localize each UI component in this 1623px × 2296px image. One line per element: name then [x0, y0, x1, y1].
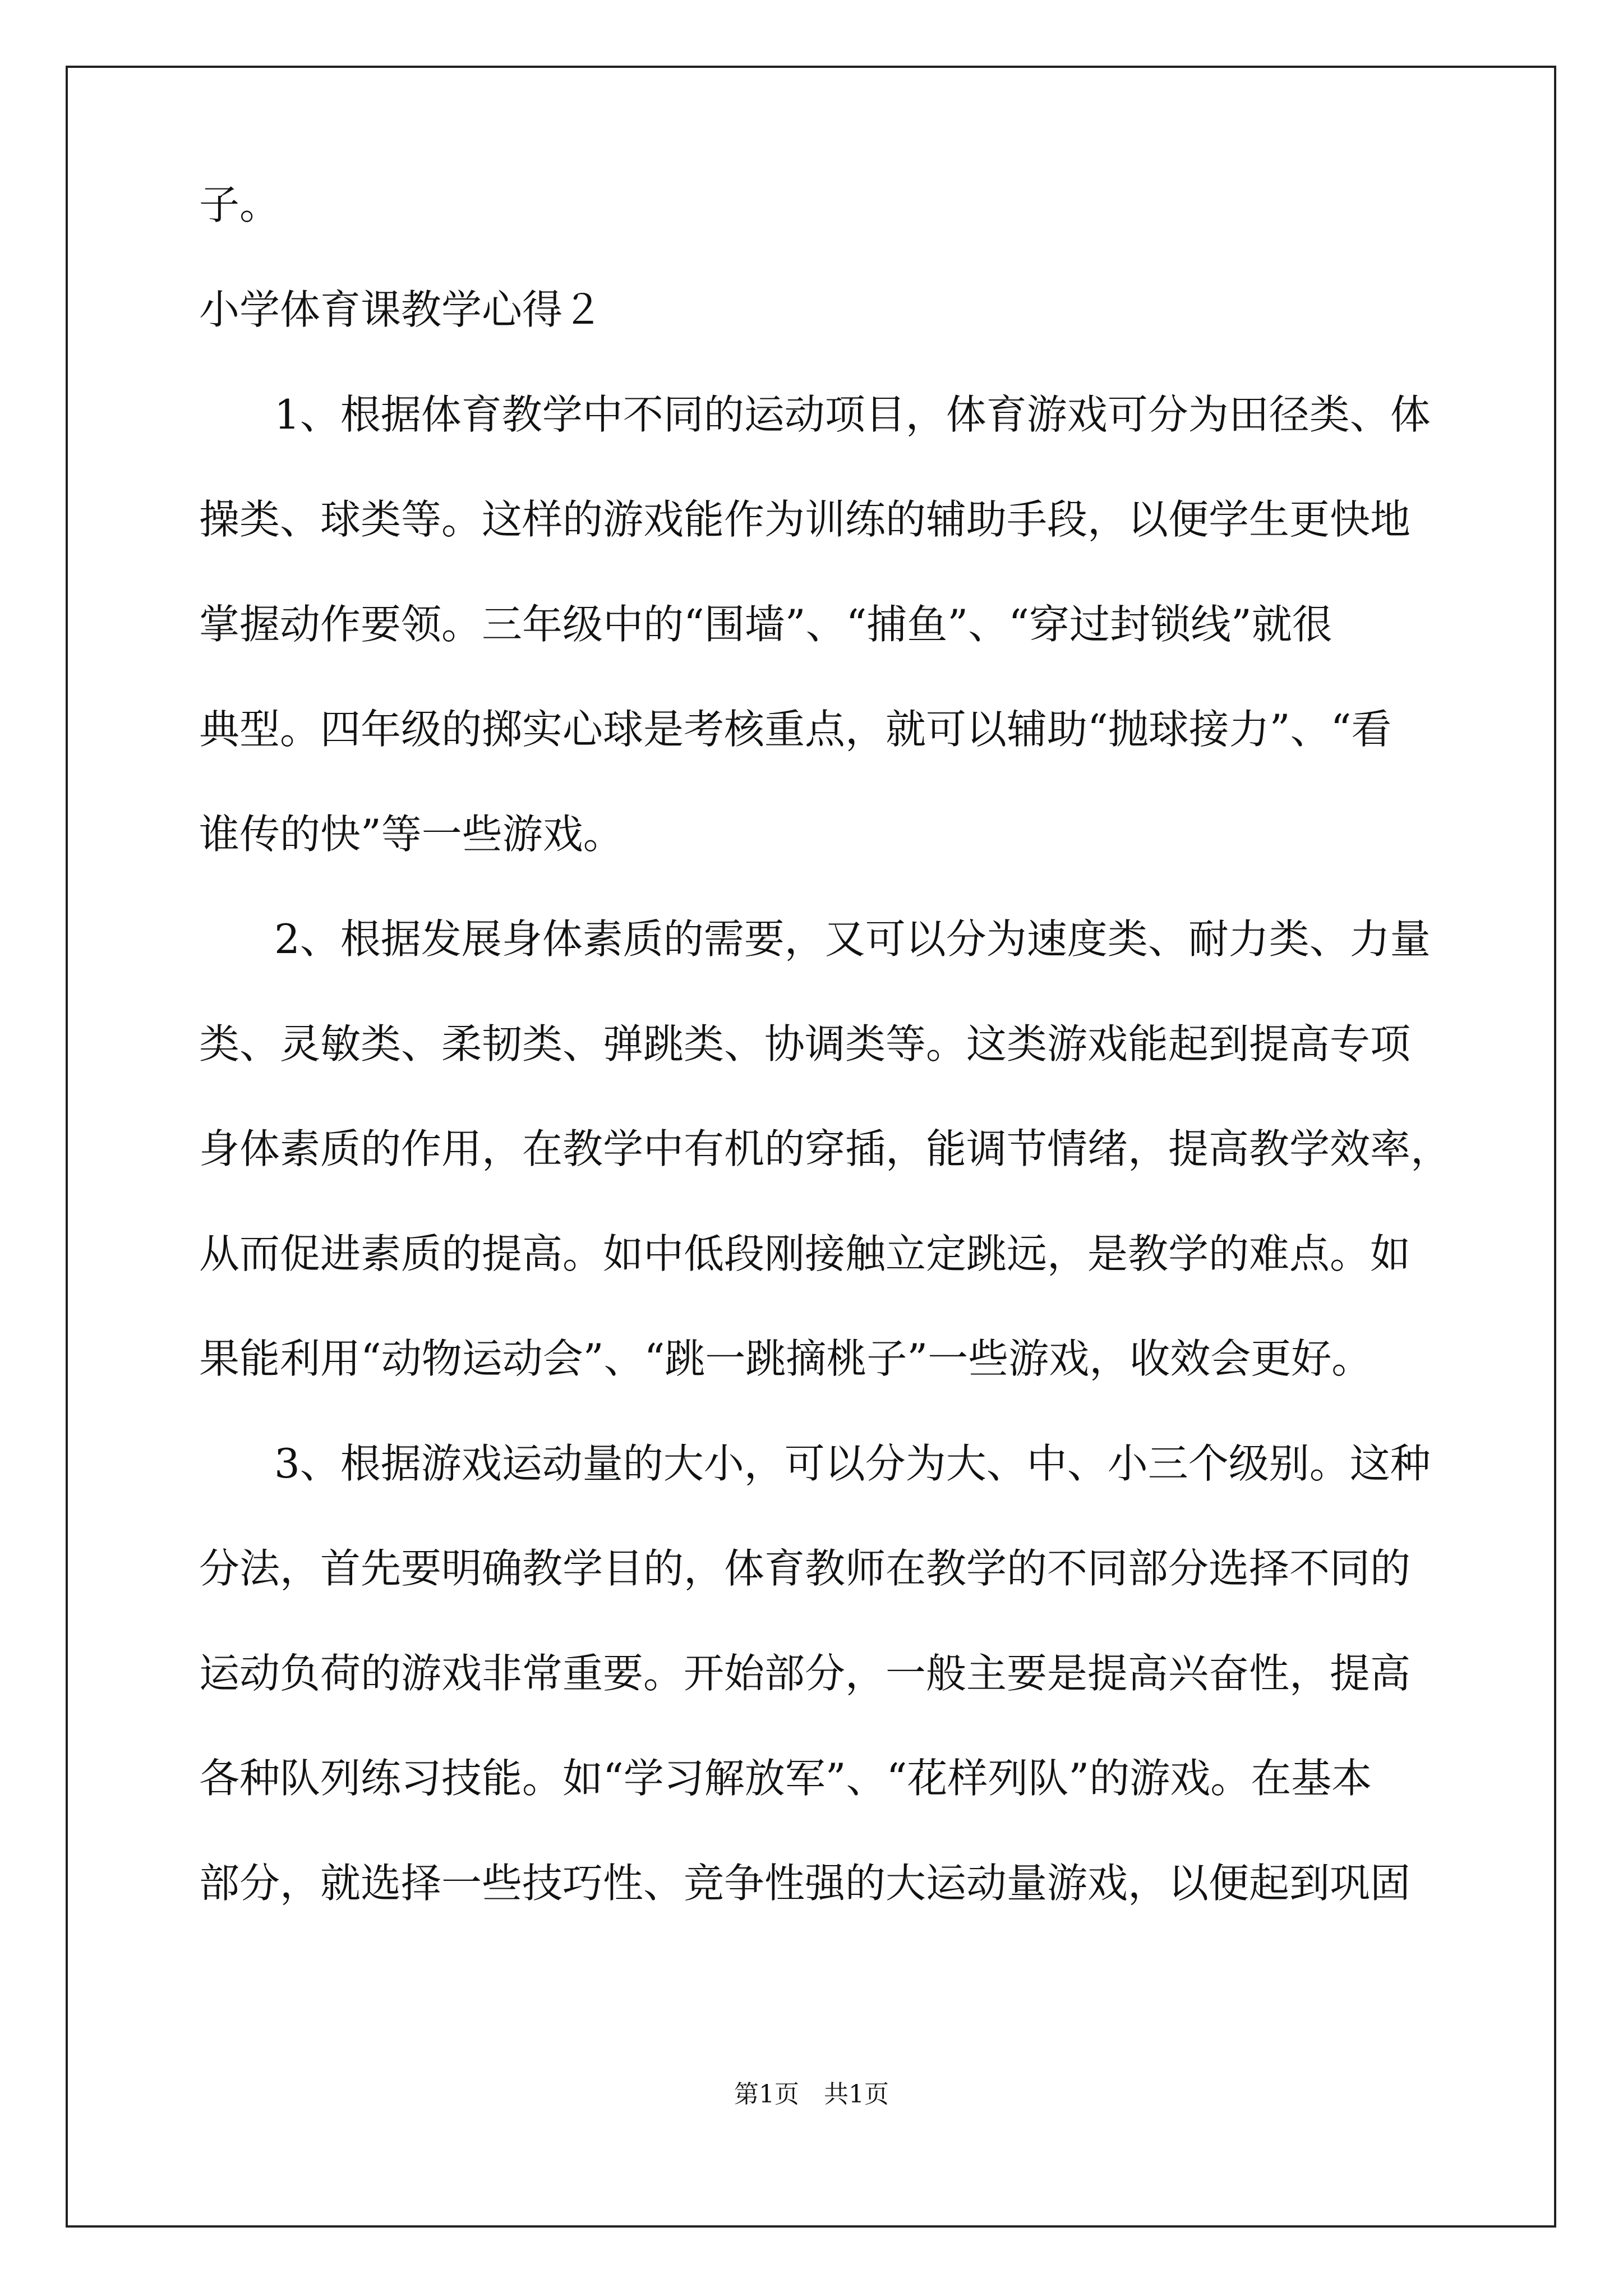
paragraph-line: 部分，就选择一些技巧性、竞争性强的大运动量游戏，以便起到巩固 — [199, 1860, 1411, 1907]
paragraph-1 — [199, 389, 1433, 859]
paragraph-line: 1、根据体育教学中不同的运动项目，体育游戏可分为田径类、体 — [274, 391, 1431, 438]
paragraph-3 — [199, 1438, 1433, 1908]
paragraph-line: 运动负荷的游戏非常重要。开始部分，一般主要是提高兴奋性，提高 — [199, 1650, 1411, 1697]
paragraph-line: 操类、球类等。这样的游戏能作为训练的辅助手段，以便学生更快地 — [199, 496, 1411, 543]
paragraph-line: 分法，首先要明确教学目的，体育教师在教学的不同部分选择不同的 — [199, 1545, 1411, 1592]
page-footer — [0, 2078, 1623, 2111]
paragraph-2 — [199, 914, 1451, 1384]
document-body — [199, 180, 1451, 1963]
paragraph-line: 从而促进素质的提高。如中低段刚接触立定跳远，是教学的难点。如 — [199, 1230, 1411, 1277]
paragraph-line: 类、灵敏类、柔韧类、弹跳类、协调类等。这类游戏能起到提高专项 — [199, 1020, 1411, 1068]
page-number-label: 第1页 共1页 — [734, 2080, 889, 2109]
paragraph-line: 身体素质的作用，在教学中有机的穿插，能调节情绪，提高教学效率， — [199, 1125, 1451, 1172]
paragraph-line: 掌握动作要领。三年级中的“围墙”、“捕鱼”、“穿过封锁线”就很 — [199, 601, 1332, 648]
paragraph-line: 典型。四年级的掷实心球是考核重点，就可以辅助“抛球接力”、“看 — [199, 706, 1392, 753]
paragraph-line: 3、根据游戏运动量的大小，可以分为大、中、小三个级别。这种 — [274, 1440, 1431, 1487]
paragraph-line: 果能利用“动物运动会”、“跳一跳摘桃子”一些游戏，收效会更好。 — [199, 1335, 1372, 1382]
paragraph-line: 2、根据发展身体素质的需要，又可以分为速度类、耐力类、力量 — [274, 915, 1431, 963]
paragraph-line: 各种队列练习技能。如“学习解放军”、“花样列队”的游戏。在基本 — [199, 1755, 1372, 1802]
continued-text-fragment: 子。 — [199, 181, 280, 228]
paragraph-line: 谁传的快”等一些游戏。 — [199, 811, 624, 858]
section-heading: 小学体育课教学心得２ — [199, 286, 603, 333]
